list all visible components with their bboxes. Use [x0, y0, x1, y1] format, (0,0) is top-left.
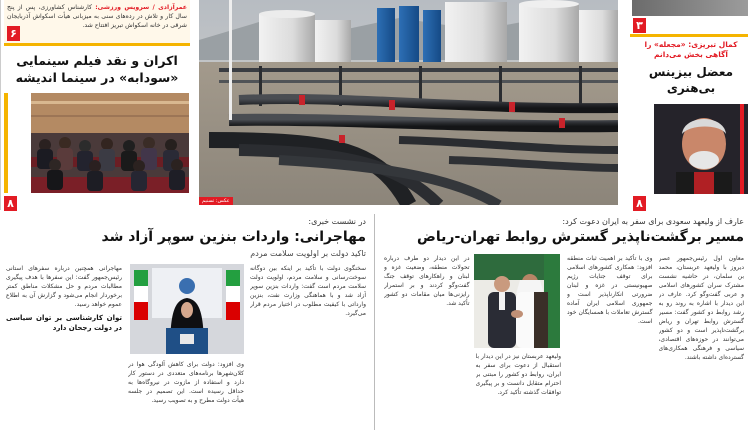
right-headline-line2: بی‌هنری — [666, 81, 716, 95]
photo-credit-badge: عکس: تسنیم — [199, 197, 233, 205]
handshake-art — [474, 254, 560, 348]
story-saudi-col-3-text: ولیعهد عربستان نیز در این دیدار با استقبال از دعوت برای سفر به ایران، روابط دو کشور را مبتنی بر احترام متقابل دانست و بر پیگیری توافقات گذشته تأکید کرد. — [475, 353, 561, 396]
cinema-audience-photo — [31, 93, 189, 193]
story-gasoline — [0, 214, 372, 430]
left-column — [0, 0, 193, 210]
right-red-bar — [740, 104, 744, 194]
right-kicker: کمال تبریزی: «مجعله» را آگاهی بخش می‌دانم — [644, 40, 738, 59]
right-headline-line1: معضل بیزینس — [648, 65, 734, 79]
story-gasoline-col-3 — [6, 264, 122, 430]
story-saudi-columns — [384, 254, 744, 430]
left-top-credit: عمرآزادی / سرویس ورزشی: — [95, 4, 188, 11]
story-saudi-col-4: در این دیدار دو طرف درباره تحولات منطقه، وضعیت غزه و لبنان و راهکارهای توقف جنگ گفت‌وگو کردند و بر استمرار رایزنی‌ها میان مقامات دو کشور تأکید شد. — [384, 255, 470, 307]
story-saudi-col-1: معاون اول رئیس‌جمهور عصر دیروز با ولیعهد عربستان، محمد بن سلمان، در حاشیه نشست مشترک سران کشورهای اسلامی و عربی گفت‌وگو کرد. عارف در این دیدار با اشاره به روند رو به رشد روابط دو کشور گفت: مسیر گسترش روابط تهران و ریاض برگشت‌ناپذیر است و دو کشور می‌توانند در حوزه‌های اقتصادی، سیاسی و فرهنگی همکاری‌های گسترده‌ای داشته باشند. — [658, 255, 744, 361]
story-saudi — [378, 214, 750, 430]
oil-terminal-photo — [199, 0, 618, 205]
oil-terminal-art — [199, 0, 618, 205]
story-gasoline-headline: مهاجرانی: واردات بنزین سوپر آزاد شد — [101, 229, 366, 245]
left-mid-headline-line1: اکران و نقد فیلم سینمایی — [16, 53, 178, 68]
story-gasoline-col-3-text: مهاجرانی همچنین درباره سفرهای استانی رئیس‌جمهور گفت: این سفرها با هدف پیگیری مطالبات مردم و حل مشکلات مناطق کمتر برخوردار انجام می‌شود و گزارش آن به اطلاع عموم خواهد رسید. — [6, 265, 122, 308]
left-top-box — [4, 0, 190, 46]
story-gasoline-col-2-text: وی افزود: دولت برای کاهش آلودگی هوا در کلان‌شهرها برنامه‌های متعددی در دستور کار دارد و استفاده از مازوت در نیروگاه‌ها به حداقل رسیده است. این تصمیم در جلسه هیأت دولت مطرح و به تصویب رسید. — [128, 361, 244, 404]
story-saudi-headline: مسیر برگشت‌ناپذیر گسترش روابط تهران-ریاض — [417, 229, 744, 245]
left-mid-headline-line2: «سودابه» در سینما اندیشه — [15, 70, 179, 85]
handshake-photo — [474, 254, 560, 348]
right-headline — [636, 64, 746, 96]
left-top-page-number: ۶ — [7, 26, 20, 41]
left-mid-yellow-bar — [4, 93, 8, 193]
spokesperson-art — [130, 264, 244, 354]
story-saudi-col-2: وی با تأکید بر اهمیت ثبات منطقه افزود: همکاری کشورهای اسلامی برای توقف جنایات رژیم صهیونیستی در غزه و لبنان ضرورتی انکارناپذیر است و جمهوری اسلامی ایران آماده گسترش تعاملات با همسایگان خود است. — [567, 255, 653, 325]
right-top-image — [632, 0, 748, 16]
spokesperson-photo — [130, 264, 244, 354]
left-mid-headline — [7, 52, 187, 86]
story-gasoline-subhead: تاکید دولت بر اولویت سلامت مردم — [250, 249, 366, 258]
left-top-blurb: کارشناس کشاورزی، پس از پنج سال کار و تلاش در رده‌های سنی به میزبانی هیأت اسکواش آذربایجان شرقی در خانه اسکواش تبریز افتتاح شد. — [7, 4, 187, 29]
column-divider — [374, 214, 375, 430]
portrait-art — [654, 104, 748, 194]
right-bottom-page-number: ۸ — [633, 196, 646, 211]
story-saudi-kicker: عارف از ولیعهد سعودی برای سفر به ایران دعوت کرد: — [562, 217, 744, 226]
kamal-tabrizi-portrait — [654, 104, 748, 194]
cinema-photo-art — [31, 93, 189, 193]
story-gasoline-bold-line: توان کارشناسی بر توان سیاسی در دولت رجحان دارد — [6, 314, 122, 332]
right-top-page-number: ۳ — [633, 18, 646, 33]
right-top-yellow-bar — [630, 34, 748, 37]
left-mid-page-number: ۸ — [4, 196, 17, 211]
right-column — [624, 0, 750, 210]
story-gasoline-kicker: در نشست خبری: — [308, 217, 366, 226]
story-gasoline-col-1: سخنگوی دولت با تأکید بر اینکه بین دوگانه سوخت‌رسانی و سلامت مردم، اولویت دولت سلامت مردم است گفت: واردات بنزین سوپر آزاد شد و با هماهنگی وزارت نفت، بنزین وارداتی با کیفیت مطلوب در اختیار مردم قرار می‌گیرد. — [250, 265, 366, 317]
left-top-text — [7, 3, 187, 30]
